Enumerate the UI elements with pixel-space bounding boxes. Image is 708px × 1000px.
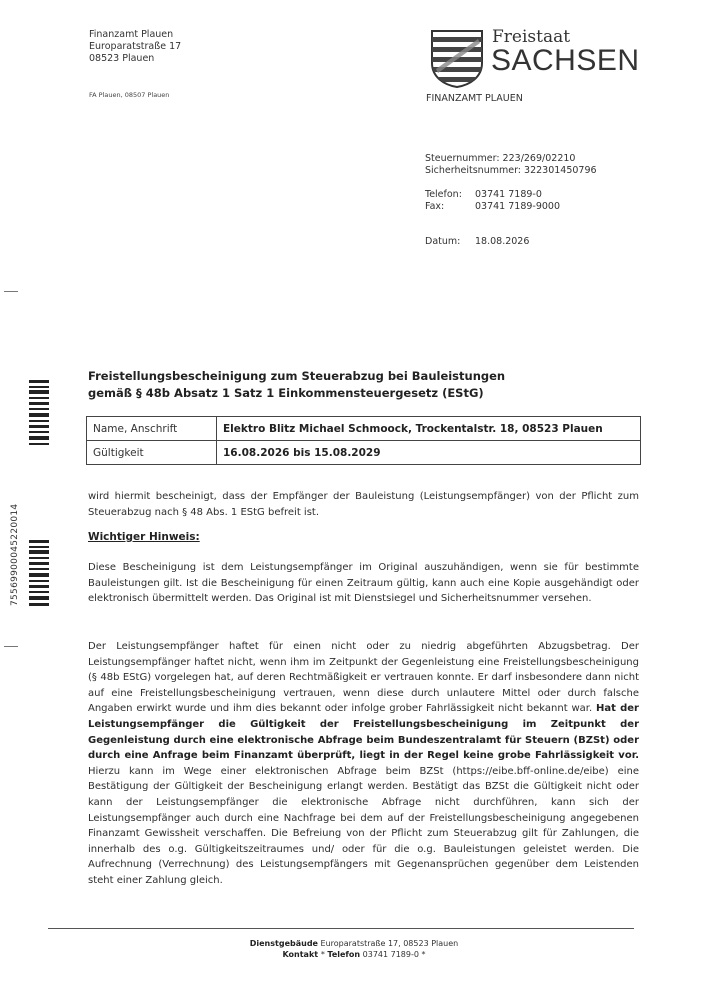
validity-label: Gültigkeit bbox=[87, 441, 217, 465]
fax-value: 03741 7189-9000 bbox=[475, 201, 561, 212]
name-label: Name, Anschrift bbox=[87, 417, 217, 441]
liability-bold-text: Hat der Leistungsempfänger die Gültigkeit der Freistellungsbescheinigung im Zeitpunkt der Gegenleistung durch eine elektronische Abfrage beim Bundeszentralamt für Steuern (BZSt) oder durch eine Anfrage beim Finanzamt überprüft, liegt in der Regel keine grobe Fahrlässigkeit vor. bbox=[88, 703, 639, 762]
office-name: FINANZAMT PLAUEN bbox=[426, 93, 523, 104]
title-line-1: Freistellungsbescheinigung zum Steuerabzug bei Bauleistungen bbox=[88, 369, 506, 383]
footer-separator: * bbox=[320, 950, 328, 959]
footer-contact bbox=[0, 950, 708, 959]
date-value: 18.08.2026 bbox=[475, 236, 530, 247]
saxony-logo bbox=[426, 27, 650, 107]
side-code: 75569900045220014 bbox=[10, 503, 20, 606]
phone-value: 03741 7189-0 bbox=[475, 189, 542, 200]
table-row bbox=[87, 441, 641, 465]
tax-numbers bbox=[425, 153, 597, 177]
verification-text: Hierzu kann im Wege einer elektronischen Abfrage beim BZSt (https://eibe.bff-online.de/eibe) eine Bestätigung der Gültigkeit der Bescheinigung erlangt werden. Bestätigt das BZSt die Gültigkeit nicht oder kann der Leistungsempfänger die elektronische Abfrage nicht durchführen, kann sich der Leistungsempfänger auch durch eine Nachfrage bei dem auf der Freistellungsbescheinigung angegebenen Finanzamt Gewissheit verschaffen. Die Befreiung von der Pflicht zum Steuerabzug gilt für Zahlungen, die innerhalb des o.g. Gültigkeitszeitraumes und/ oder für die o.g. Bauleistungen geleistet werden. Die Aufrechnung (Verrechnung) des Leistungsempfängers mit Gegenansprüchen gegenüber dem Leistenden steht einer Zahlung gleich. bbox=[88, 765, 639, 886]
hint-paragraph-2 bbox=[88, 639, 639, 889]
date bbox=[425, 236, 529, 248]
sender-city: 08523 Plauen bbox=[89, 53, 155, 64]
fold-mark bbox=[4, 646, 18, 647]
footer-building-label: Dienstgebäude bbox=[249, 939, 318, 948]
liability-text: Der Leistungsempfänger haftet für einen nicht oder zu niedrig abgeführten Abzugsbetrag. Der Leistungsempfänger haftet nicht, wenn ihm im Zeitpunkt der Gegenleistung eine Freistellungsbescheinigung (§ 48b EStG) vorgelegen hat, auf deren Rechtmäßigkeit er vertrauen konnte. Er darf insbesondere dann nicht auf eine Freistellungsbescheinigung vertrauen, wenn diese durch unlautere Mittel oder durch falsche Angaben erwirkt wurde und ihm dies bekannt oder infolge grober Fahrlässigkeit nicht bekannt war. bbox=[88, 641, 639, 715]
name-value: Elektro Blitz Michael Schmoock, Trockentalstr. 18, 08523 Plauen bbox=[217, 417, 641, 441]
table-row bbox=[87, 417, 641, 441]
coat-of-arms-icon bbox=[430, 29, 484, 89]
date-label: Datum: bbox=[425, 236, 461, 247]
title-line-2: gemäß § 48b Absatz 1 Satz 1 Einkommensteuergesetz (EStG) bbox=[88, 386, 484, 400]
sender-address bbox=[89, 29, 181, 65]
footer-phone-label: Telefon bbox=[327, 950, 361, 959]
barcode-icon bbox=[29, 380, 49, 610]
hint-paragraph-1: Diese Bescheinigung ist dem Leistungsempfänger im Original auszuhändigen, wenn sie für bestimmte Bauleistungen gilt. Ist die Bescheinigung für einen Zeitraum gültig, kann auch eine Kopie ausgehändigt oder elektronisch übermittelt werden. Das Original ist mit Dienstsiegel und Sicherheitsnummer versehen. bbox=[88, 562, 639, 605]
certificate-table bbox=[86, 416, 641, 465]
logo-sachsen: SACHSEN bbox=[491, 44, 640, 77]
footer-address bbox=[0, 939, 708, 948]
phone-label: Telefon: bbox=[425, 189, 462, 200]
security-number: Sicherheitsnummer: 322301450796 bbox=[425, 165, 597, 176]
footer-phone-value: 03741 7189-0 * bbox=[360, 950, 426, 959]
footer-divider bbox=[48, 928, 634, 929]
footer-building-value: Europaratstraße 17, 08523 Plauen bbox=[317, 939, 459, 948]
hint-heading: Wichtiger Hinweis: bbox=[88, 531, 200, 543]
footer-contact-label: Kontakt bbox=[282, 950, 321, 959]
sender-street: Europaratstraße 17 bbox=[89, 41, 182, 52]
document-title bbox=[88, 368, 505, 402]
logo-freistaat: Freistaat bbox=[492, 27, 571, 47]
intro-paragraph: wird hiermit bescheinigt, dass der Empfänger der Bauleistung (Leistungsempfänger) von der Pflicht zum Steuerabzug nach § 48 Abs. 1 EStG befreit ist. bbox=[88, 491, 639, 518]
return-address: FA Plauen, 08507 Plauen bbox=[89, 91, 170, 99]
fax-label: Fax: bbox=[425, 201, 445, 212]
sender-name: Finanzamt Plauen bbox=[89, 29, 174, 40]
fold-mark bbox=[4, 291, 18, 292]
contact-numbers bbox=[425, 189, 560, 213]
validity-value: 16.08.2026 bis 15.08.2029 bbox=[217, 441, 641, 465]
tax-number: Steuernummer: 223/269/02210 bbox=[425, 153, 576, 164]
